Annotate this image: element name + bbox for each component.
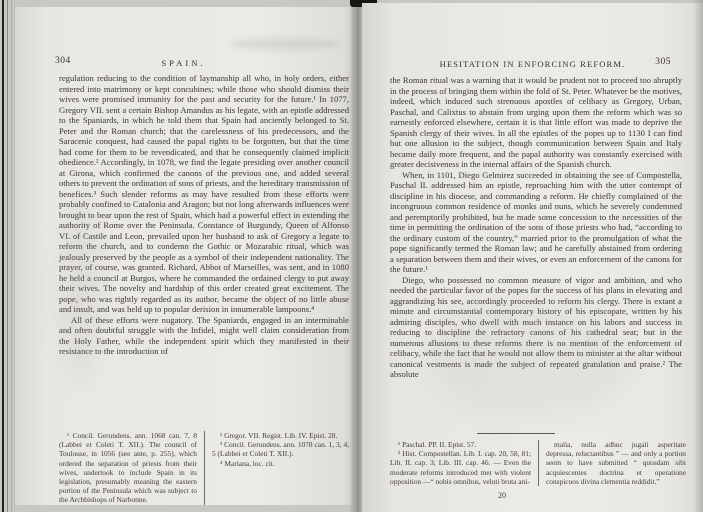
footnote-separator-rule: [477, 433, 555, 434]
page-block-edge-line: [2, 0, 4, 512]
page-number-left: 304: [55, 56, 71, 66]
footnote-column: [390, 440, 538, 486]
footnote: ³ Concil. Gerundens. ann. 1078 can. 1, 3, 4, 5 (Labbei et Coleti T. XII.).: [212, 440, 349, 459]
footnote-column: [538, 440, 686, 486]
body-paragraph: regulation reducing to the condition of laymanship all who, in holy orders, either entered into matrimony or kept concubines; while those who should dismiss their wives were promised immunity for the past and security for the future.¹ In 1077, Gregory VII. sent a certain Bishop Amandus as his legate, with an epistle addressed to the Spaniards, in which he told them that Spain had anciently belonged to St. Peter and the Roman church; that the carelessness of his predecessors, and the Saracenic conquest, had caused the papal rights to be forgotten, but that the time had come for them to be revendicated, and that he consequently claimed implicit obedience.² Accordingly, in 1078, we find the legate presiding over another council at Girona, which confirmed the canons of the previous one, and added several others to prevent the ordination of sons of priests, and the hereditary transmission of benefices.³ Such slender reforms as may have resulted from these efforts were probably confined to Catalonia and Aragon; but not long afterwards influences were brought to bear upon the rest of Spain, which had a powerful effect in extending the authority of Rome over the Peninsula. Constance of Burgundy, Queen of Alfonso VI. of Castile and Leon, prevailed upon her husband to ask of Gregory a legate to reform the church, and to condemn the Gothic or Mozarabic ritual, which was jealously preserved by the people as a symbol of their independent nationality. The prayer, of course, was granted. Richard, Abbot of Marseilles, was sent, and in 1080 he held a council at Burgos, where he commanded the ordained clergy to put away their wives. The novelty and hardship of this order created great excitement. The pope, who was rightly regarded as its author, became the object of no little abuse and insult, and was held up to popular derision in innumerable lampoons.⁴: [59, 73, 349, 314]
right-page-footnotes: [390, 440, 686, 486]
footnote-column: [204, 431, 349, 505]
running-head-right: HESITATION IN ENFORCING REFORM.: [439, 59, 626, 69]
running-head-left: SPAIN.: [161, 58, 206, 68]
body-paragraph: When, in 1101, Diego Gelmirez succeeded in obtaining the see of Compostella, Paschal II. addressed him an epistle, reproaching him with the utter contempt of discipline in his diocese, and commanding a reform. He chiefly complained of the incongruous common residence of monks and nuns, which he severely condemned and peremptorily prohibited, but he made some concession to the necessities of the time in permitting the ordination of the sons of those priests who had, “according to the ordinary custom of the country,” married prior to the promulgation of what the pope significantly termed the Roman law; and he carefully abstained from ordering a separation between them and their wives, or even an enforcement of the canons for the future.¹: [390, 169, 682, 274]
left-page-body: [59, 73, 349, 357]
page-block-edge-line: [7, 0, 8, 512]
footnote: ² Hist. Compostellan. Lib. I. cap. 20, 58, 81; Lib. II. cap. 3; Lib. III. cap. 46. — Even the moderate reforms introduced met with violent opposition —“ nobis omnibus, veluti bruta ani-: [390, 449, 531, 486]
right-page-body: [390, 75, 682, 380]
body-paragraph: Diego, who possessed no common measure of vigor and ambition, and who needed the particular favor of the popes for the success of his plans in elevating and aggrandizing his see, accordingly proceeded to reform his clergy. There is extant a minute and circumstantial contemporary history of his episcopate, written by his admiring disciples, who dwell with much instance on his labors and success in reducing to discipline the refractory canons of his cathedral seat; but in the numerous allusions to these reforms there is no mention of the enforcement of celibacy, while the fact that he would not allow them to minister at the altar without canonical vestments is made the subject of repeated gratulation and praise.² The absolute: [390, 274, 682, 379]
page-number-right: 305: [655, 57, 671, 67]
footnote-column: [59, 431, 204, 505]
right-edge-shadow: [693, 0, 703, 512]
footnote: ² Gregor. VII. Regist. Lib. IV. Epist. 28.: [220, 431, 338, 440]
footnote: ⁴ Mariana, loc. cit.: [220, 458, 275, 468]
footnote: malia, nulla adhuc jugali asperitate depressa, reluctantibus ” — and only a portion seem to have submitted “ quosdam sibi acquiescentes doctrina et operatione conspicuos divina clementia reddidit.”: [546, 440, 686, 486]
page-block-edge-line: [11, 0, 12, 512]
left-page: [15, 7, 352, 505]
body-paragraph: the Roman ritual was a warning that it would be prudent not to proceed too abruptly in the process of bringing them within the fold of St. Peter. Whatever be the motives, indeed, which induced such strenuous apostles of celibacy as Gregory, Urban, Paschal, and Calixtus to abstain from urging upon them the reform which was so earnestly enforced elsewhere, certain it is that little effort was made to deprive the Spanish clergy of their wives. In all the epistles of the popes up to 1130 I can find but one allusion to the subject, though communication between Spain and Italy became daily more frequent, and the papal authority was constantly exercised with greater decisiveness in the internal affairs of the Spanish church.: [390, 75, 682, 169]
left-page-footnotes: [59, 431, 349, 505]
footnote: ¹ Concil. Gerundens. ann. 1068 can. 7, 8 (Labbei et Coleti T. XII.). The council of Toulouse, in 1056 (see ante, p. 255), which ordered the separation of priests from their wives, undertook to include Spain in its legislation, presumably meaning the eastern portion of the Peninsula which was subject to the Archbishops of Narbonne.: [59, 431, 197, 505]
footnote: ¹ Paschal. PP. II. Epist. 57.: [398, 440, 477, 449]
body-paragraph: All of these efforts were nugatory. The Spaniards, engaged in an interminable and often doubtful struggle with the Infidel, might well claim consideration from the Holy Father, while the independent spirit which they manifested in their resistance to the introduction of: [59, 314, 349, 356]
signature-mark: 20: [498, 491, 506, 500]
right-page: [362, 3, 703, 512]
